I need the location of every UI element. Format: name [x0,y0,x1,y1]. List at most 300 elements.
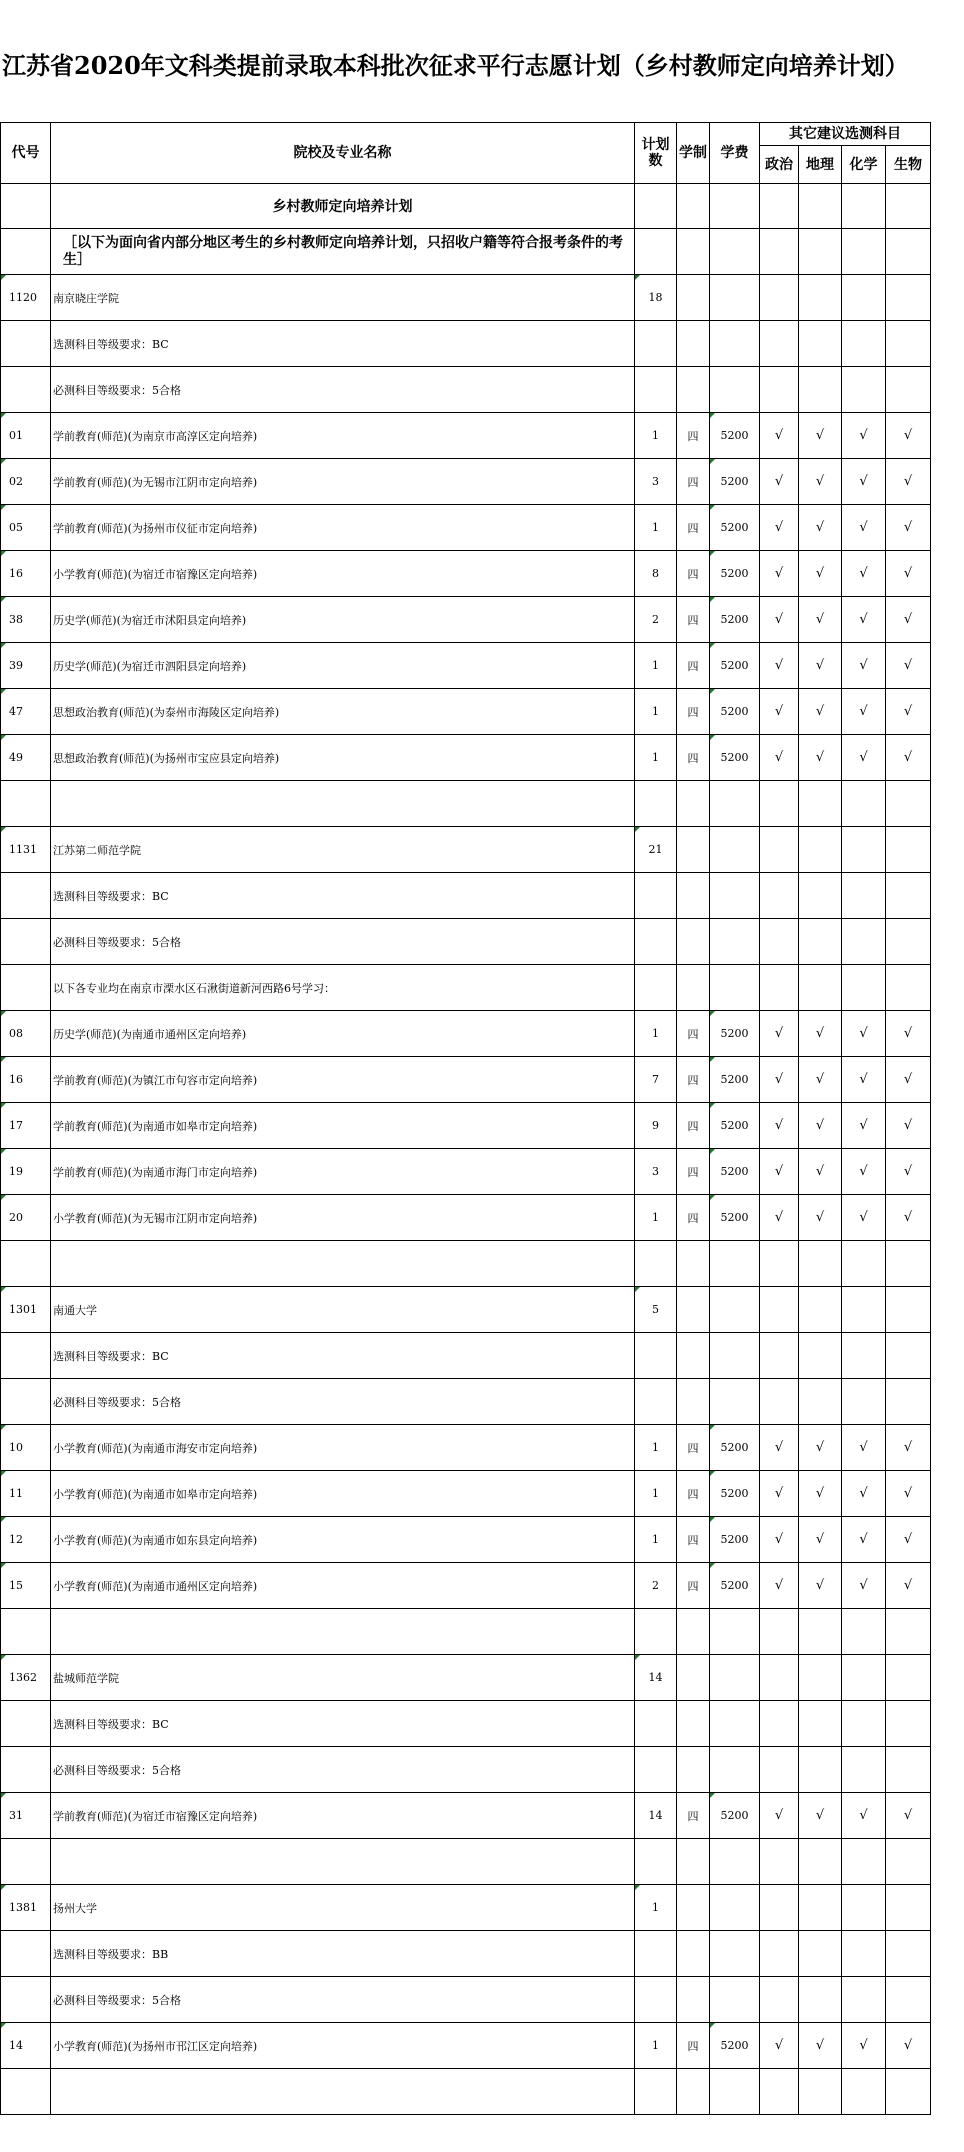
cell-code: 02 [1,459,51,505]
cell-plan: 3 [635,459,677,505]
cell-politics [760,1609,799,1655]
cell-duration [677,1333,710,1379]
cell-biology [886,1885,931,1931]
cell-duration: 四 [677,689,710,735]
cell-biology [886,1655,931,1701]
cell-duration: 四 [677,1149,710,1195]
cell-code: 39 [1,643,51,689]
cell-geography [799,873,842,919]
requirement-row [1,1379,931,1425]
cell-duration [677,1287,710,1333]
cell-politics: √ [760,459,799,505]
cell-geography: √ [799,1103,842,1149]
cell-name: 小学教育(师范)(为南通市海安市定向培养) [51,1425,635,1471]
major-row [1,643,931,689]
cell-code: 19 [1,1149,51,1195]
cell-duration: 四 [677,1103,710,1149]
cell-politics [760,321,799,367]
cell-chemistry: √ [842,459,886,505]
cell-duration [677,1885,710,1931]
cell-biology [886,781,931,827]
cell-plan [635,2069,677,2115]
cell-duration: 四 [677,551,710,597]
cell-fee [710,321,760,367]
cell-politics: √ [760,1011,799,1057]
cell-chemistry: √ [842,597,886,643]
cell-politics: √ [760,505,799,551]
school-row [1,275,931,321]
cell-geography: √ [799,735,842,781]
cell-geography [799,1931,842,1977]
cell-chemistry [842,367,886,413]
cell-name: 必测科目等级要求：5合格 [51,1747,635,1793]
cell-fee [710,1701,760,1747]
cell-code [1,321,51,367]
cell-duration: 四 [677,1793,710,1839]
cell-politics: √ [760,1149,799,1195]
cell-politics: √ [760,1471,799,1517]
major-row [1,551,931,597]
cell-plan: 2 [635,1563,677,1609]
cell-plan: 3 [635,1149,677,1195]
cell-duration [677,1931,710,1977]
cell-name: 历史学(师范)(为宿迁市沭阳县定向培养) [51,597,635,643]
cell-plan [635,321,677,367]
cell-plan [635,1379,677,1425]
cell-duration [677,919,710,965]
cell-plan: 1 [635,1885,677,1931]
cell-code [1,873,51,919]
cell-chemistry: √ [842,413,886,459]
requirement-row [1,965,931,1011]
cell-fee: 5200 [710,689,760,735]
cell-duration [677,965,710,1011]
cell-politics: √ [760,413,799,459]
cell-politics [760,1885,799,1931]
cell-fee: 5200 [710,1195,760,1241]
cell-plan: 8 [635,551,677,597]
cell-chemistry [842,1333,886,1379]
cell-geography [799,321,842,367]
cell-biology: √ [886,1793,931,1839]
cell-geography: √ [799,2023,842,2069]
major-row [1,1195,931,1241]
cell-chemistry [842,1241,886,1287]
cell-name: 必测科目等级要求：5合格 [51,367,635,413]
cell-name: 小学教育(师范)(为扬州市邗江区定向培养) [51,2023,635,2069]
cell-chemistry [842,1609,886,1655]
cell-plan: 1 [635,1471,677,1517]
cell-biology [886,1839,931,1885]
major-row [1,1425,931,1471]
cell-politics [760,1701,799,1747]
cell-code: 1131 [1,827,51,873]
cell-code [1,1839,51,1885]
cell-fee [710,1609,760,1655]
cell-code: 1362 [1,1655,51,1701]
cell-plan: 1 [635,1195,677,1241]
cell-politics: √ [760,735,799,781]
cell-politics [760,827,799,873]
cell-fee: 5200 [710,2023,760,2069]
cell-politics [760,1287,799,1333]
cell-biology [886,1931,931,1977]
cell-duration: 四 [677,459,710,505]
page-title: 江苏省2020年文科类提前录取本科批次征求平行志愿计划（乡村教师定向培养计划） [2,51,909,80]
cell-name: 江苏第二师范学院 [51,827,635,873]
major-row [1,689,931,735]
cell-plan [635,781,677,827]
cell-plan: 2 [635,597,677,643]
cell-fee: 5200 [710,1149,760,1195]
cell-name: 选测科目等级要求：BC [51,873,635,919]
requirement-row [1,1747,931,1793]
cell-name: 学前教育(师范)(为宿迁市宿豫区定向培养) [51,1793,635,1839]
cell-geography [799,1839,842,1885]
cell-geography: √ [799,551,842,597]
section-note: ［以下为面向省内部分地区考生的乡村教师定向培养计划，只招收户籍等符合报考条件的考生］ [51,229,635,275]
major-row [1,1103,931,1149]
cell-duration [677,1241,710,1287]
cell-duration: 四 [677,1195,710,1241]
cell-geography: √ [799,459,842,505]
header-subject-chemistry: 化学 [842,146,886,184]
cell-fee [710,275,760,321]
header-row-top [1,123,931,146]
cell-name: 思想政治教育(师范)(为扬州市宝应县定向培养) [51,735,635,781]
cell-biology: √ [886,459,931,505]
header-plan: 计划数 [635,123,677,184]
cell-chemistry [842,1287,886,1333]
cell-plan: 1 [635,643,677,689]
cell-code [1,1379,51,1425]
cell-politics [760,1241,799,1287]
requirement-row [1,1977,931,2023]
cell-name [51,781,635,827]
cell-code: 05 [1,505,51,551]
cell-chemistry: √ [842,643,886,689]
cell-plan: 1 [635,413,677,459]
cell-biology: √ [886,1425,931,1471]
section-note-row [1,229,931,275]
cell-chemistry [842,1379,886,1425]
section-title-row [1,184,931,229]
cell-politics [760,1333,799,1379]
cell-duration: 四 [677,735,710,781]
cell-plan [635,1701,677,1747]
cell-duration: 四 [677,643,710,689]
cell-chemistry [842,919,886,965]
requirement-row [1,1931,931,1977]
cell-politics [760,919,799,965]
cell-fee [710,1379,760,1425]
cell-plan: 14 [635,1793,677,1839]
cell-name: 历史学(师范)(为宿迁市泗阳县定向培养) [51,643,635,689]
cell-geography: √ [799,1471,842,1517]
cell-chemistry [842,965,886,1011]
cell-duration [677,321,710,367]
cell-code [1,2069,51,2115]
cell-biology: √ [886,1471,931,1517]
cell-name: 选测科目等级要求：BC [51,321,635,367]
requirement-row [1,367,931,413]
cell-code [1,965,51,1011]
cell-duration: 四 [677,1057,710,1103]
cell-name: 小学教育(师范)(为无锡市江阴市定向培养) [51,1195,635,1241]
cell-duration [677,1701,710,1747]
cell-code [1,919,51,965]
cell-duration: 四 [677,1517,710,1563]
cell-fee [710,1977,760,2023]
cell-politics [760,781,799,827]
cell-biology [886,1977,931,2023]
cell-chemistry: √ [842,551,886,597]
cell-biology [886,1609,931,1655]
school-row [1,1885,931,1931]
cell-fee: 5200 [710,597,760,643]
cell-politics: √ [760,1563,799,1609]
cell-plan [635,1977,677,2023]
cell-politics: √ [760,689,799,735]
cell-biology: √ [886,1011,931,1057]
cell-geography [799,1241,842,1287]
cell-fee [710,827,760,873]
cell-politics [760,367,799,413]
cell-geography: √ [799,1057,842,1103]
cell-code [1,1701,51,1747]
cell-code: 11 [1,1471,51,1517]
cell-name: 小学教育(师范)(为南通市如皋市定向培养) [51,1471,635,1517]
cell-chemistry [842,1747,886,1793]
cell-code: 38 [1,597,51,643]
cell-politics: √ [760,597,799,643]
cell-code: 12 [1,1517,51,1563]
cell-name: 以下各专业均在南京市溧水区石湫街道新河西路6号学习： [51,965,635,1011]
cell-geography [799,1885,842,1931]
cell-fee [710,1287,760,1333]
cell-fee [710,1747,760,1793]
cell-fee: 5200 [710,735,760,781]
cell-duration [677,2069,710,2115]
cell-chemistry [842,873,886,919]
cell-code [1,1977,51,2023]
cell-code: 16 [1,551,51,597]
cell-name: 扬州大学 [51,1885,635,1931]
blank-row [1,2069,931,2115]
header-subject-politics: 政治 [760,146,799,184]
major-row [1,1471,931,1517]
cell-fee [710,367,760,413]
cell-geography: √ [799,1517,842,1563]
cell-biology: √ [886,505,931,551]
cell-geography [799,1655,842,1701]
cell-chemistry: √ [842,2023,886,2069]
cell-code [1,1241,51,1287]
cell-chemistry: √ [842,1425,886,1471]
cell-geography [799,781,842,827]
major-row [1,735,931,781]
cell-code: 1301 [1,1287,51,1333]
cell-code: 20 [1,1195,51,1241]
major-row [1,505,931,551]
major-row [1,1517,931,1563]
cell-politics: √ [760,2023,799,2069]
cell-plan: 9 [635,1103,677,1149]
cell-politics [760,1747,799,1793]
cell-fee [710,1333,760,1379]
major-row [1,459,931,505]
cell-chemistry: √ [842,1793,886,1839]
cell-politics [760,2069,799,2115]
cell-duration [677,367,710,413]
admission-plan-table [0,122,931,2115]
cell-fee: 5200 [710,551,760,597]
cell-politics [760,1931,799,1977]
cell-duration [677,1747,710,1793]
cell-code: 16 [1,1057,51,1103]
cell-fee [710,1655,760,1701]
cell-name: 学前教育(师范)(为镇江市句容市定向培养) [51,1057,635,1103]
cell-code: 08 [1,1011,51,1057]
cell-chemistry: √ [842,1149,886,1195]
cell-duration [677,275,710,321]
cell-name: 南京晓庄学院 [51,275,635,321]
cell-duration: 四 [677,2023,710,2069]
major-row [1,413,931,459]
cell-biology [886,275,931,321]
cell-code [1,1747,51,1793]
cell-name: 选测科目等级要求：BC [51,1333,635,1379]
cell-plan: 1 [635,689,677,735]
cell-politics: √ [760,551,799,597]
school-row [1,1287,931,1333]
cell-politics [760,1839,799,1885]
cell-politics: √ [760,1057,799,1103]
cell-chemistry: √ [842,1195,886,1241]
cell-fee: 5200 [710,1103,760,1149]
cell-biology: √ [886,735,931,781]
cell-plan: 5 [635,1287,677,1333]
cell-fee: 5200 [710,505,760,551]
cell-fee [710,873,760,919]
cell-plan: 1 [635,2023,677,2069]
cell-biology: √ [886,1563,931,1609]
blank-row [1,1839,931,1885]
cell-code: 15 [1,1563,51,1609]
major-row [1,1011,931,1057]
cell-biology: √ [886,643,931,689]
cell-geography: √ [799,1425,842,1471]
cell-politics: √ [760,1195,799,1241]
cell-geography [799,1333,842,1379]
requirement-row [1,919,931,965]
cell-plan: 1 [635,505,677,551]
cell-biology [886,873,931,919]
cell-fee [710,1839,760,1885]
cell-duration [677,827,710,873]
cell-duration: 四 [677,1425,710,1471]
cell-geography: √ [799,1195,842,1241]
requirement-row [1,1333,931,1379]
cell-fee [710,919,760,965]
cell-geography [799,1609,842,1655]
header-subject-geography: 地理 [799,146,842,184]
cell-biology [886,1747,931,1793]
cell-name: 小学教育(师范)(为南通市通州区定向培养) [51,1563,635,1609]
cell-code: 14 [1,2023,51,2069]
cell-code: 17 [1,1103,51,1149]
cell-biology [886,827,931,873]
cell-name [51,1241,635,1287]
blank-row [1,1609,931,1655]
cell-politics [760,1655,799,1701]
cell-duration [677,1977,710,2023]
cell-politics [760,275,799,321]
cell-name: 选测科目等级要求：BB [51,1931,635,1977]
requirement-row [1,1701,931,1747]
cell-chemistry [842,827,886,873]
blank-row [1,1241,931,1287]
header-code: 代号 [1,123,51,184]
cell-plan: 1 [635,1011,677,1057]
cell-geography: √ [799,1793,842,1839]
cell-geography [799,2069,842,2115]
major-row [1,1057,931,1103]
cell-fee: 5200 [710,413,760,459]
cell-chemistry: √ [842,505,886,551]
cell-plan [635,919,677,965]
cell-chemistry: √ [842,1563,886,1609]
cell-duration [677,1655,710,1701]
cell-geography: √ [799,1149,842,1195]
cell-fee: 5200 [710,1471,760,1517]
cell-duration [677,781,710,827]
cell-geography [799,919,842,965]
cell-chemistry: √ [842,1057,886,1103]
cell-duration [677,1839,710,1885]
cell-geography [799,1747,842,1793]
cell-fee: 5200 [710,459,760,505]
cell-fee: 5200 [710,643,760,689]
section-title: 乡村教师定向培养计划 [51,184,635,229]
cell-duration: 四 [677,1563,710,1609]
cell-geography [799,1287,842,1333]
cell-biology: √ [886,1195,931,1241]
cell-plan: 18 [635,275,677,321]
header-duration: 学制 [677,123,710,184]
cell-politics: √ [760,643,799,689]
cell-duration [677,1379,710,1425]
cell-plan [635,1333,677,1379]
cell-duration: 四 [677,597,710,643]
cell-code: 01 [1,413,51,459]
cell-plan: 14 [635,1655,677,1701]
cell-geography: √ [799,643,842,689]
requirement-row [1,321,931,367]
cell-chemistry [842,1885,886,1931]
cell-plan: 1 [635,735,677,781]
cell-name: 小学教育(师范)(为宿迁市宿豫区定向培养) [51,551,635,597]
cell-chemistry: √ [842,735,886,781]
cell-biology [886,1241,931,1287]
cell-geography [799,367,842,413]
requirement-row [1,873,931,919]
cell-plan: 7 [635,1057,677,1103]
cell-code [1,1609,51,1655]
cell-chemistry [842,1977,886,2023]
cell-duration: 四 [677,1011,710,1057]
cell-plan [635,367,677,413]
